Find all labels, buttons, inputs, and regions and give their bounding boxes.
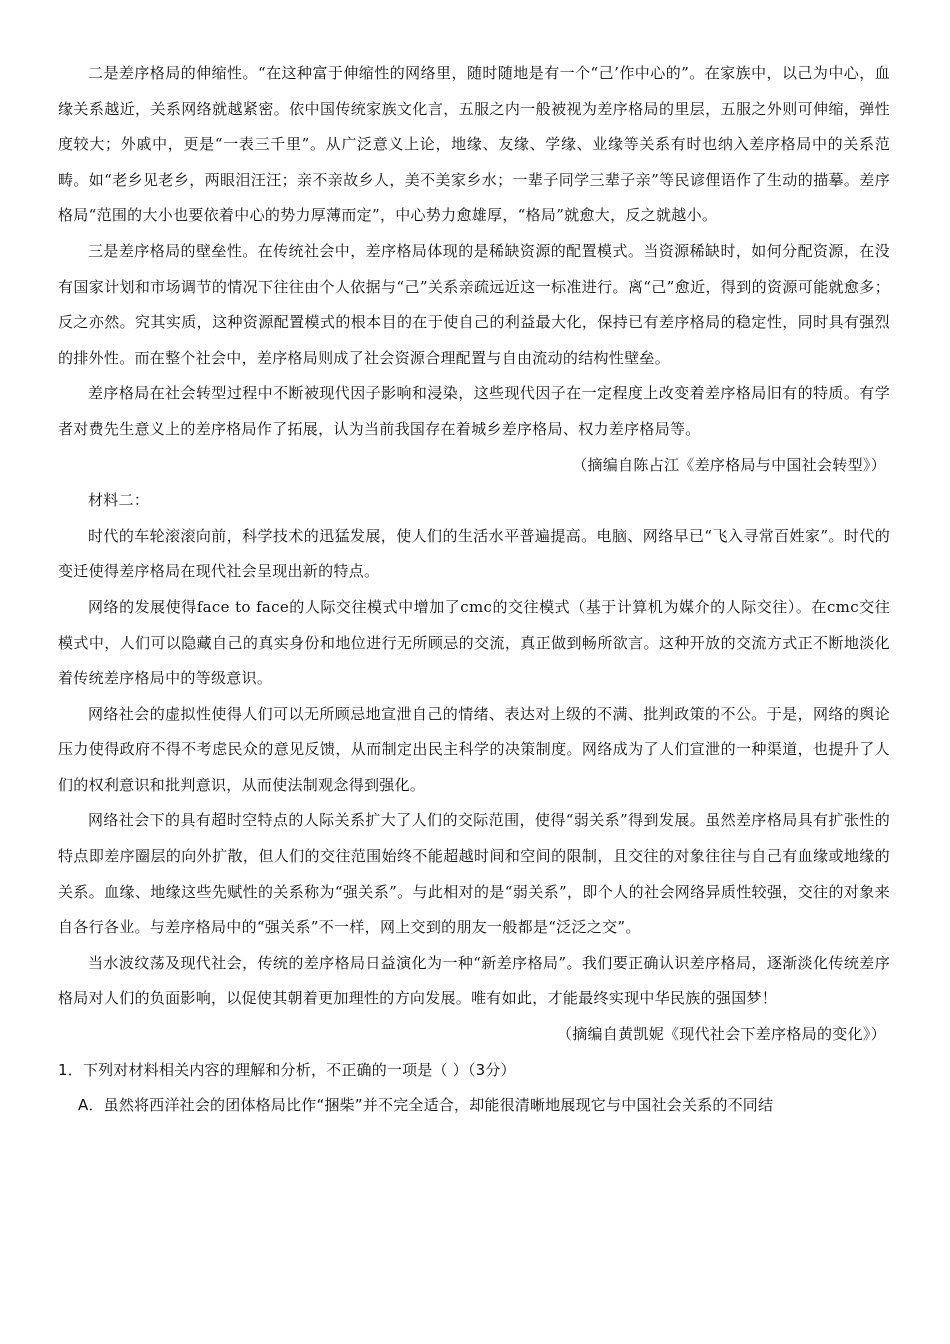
paragraph-new-pattern: 当水波纹荡及现代社会，传统的差序格局日益演化为一种“新差序格局”。我们要正确认识差序格局，逐渐淡化传统差序格局对人们的负面影响，以促使其朝着更加理性的方向发展。唯有如此，才能最终实现中华民族的强国梦！	[58, 953, 890, 1008]
question-stem: 1．下列对材料相关内容的理解和分析，不正确的一项是（ ）（3分）	[58, 1060, 516, 1079]
material-two-section	[58, 483, 890, 1053]
option-a: A．虽然将西洋社会的团体格局比作“捆柴”并不完全适合，却能很清晰地展现它与中国社会关系的不同结	[78, 1096, 774, 1115]
source-citation-two: （摘编自黄凯妮《现代社会下差序格局的变化》）	[556, 1025, 886, 1044]
paragraph-era: 时代的车轮滚滚向前，科学技术的迅猛发展，使人们的生活水平普遍提高。电脑、网络早已“飞入寻常百姓家”。时代的变迁使得差序格局在现代社会呈现出新的特点。	[58, 526, 890, 581]
paragraph-weak-ties: 网络社会下的具有超时空特点的人际关系扩大了人们的交际范围，使得“弱关系”得到发展。虽然差序格局具有扩张性的特点即差序圈层的向外扩散，但人们的交往范围始终不能超越时间和空间的限制，且交往的对象往往与自己有血缘或地缘的关系。血缘、地缘这些先赋性的关系称为“强关系”。与此相对的是“弱关系”，即个人的社会网络异质性较强，交往的对象来自各行各业。与差序格局中的“强关系”不一样，网上交到的朋友一般都是“泛泛之交”。	[58, 811, 890, 937]
material-two-heading: 材料二：	[88, 491, 150, 510]
material-one-section	[58, 56, 890, 483]
document-page	[58, 56, 890, 1124]
source-citation-one: （摘编自陈占江《差序格局与中国社会转型》）	[572, 455, 886, 474]
paragraph-barrier: 三是差序格局的壁垒性。在传统社会中，差序格局体现的是稀缺资源的配置模式。当资源稀缺时，如何分配资源，在没有国家计划和市场调节的情况下往往由个人依据与“己”关系亲疏远近这一标准进行。离“己”愈近，得到的资源可能就愈多；反之亦然。究其实质，这种资源配置模式的根本目的在于使自己的利益最大化，保持已有差序格局的稳定性，同时具有强烈的排外性。而在整个社会中，差序格局则成了社会资源合理配置与自由流动的结构性壁垒。	[58, 241, 890, 367]
paragraph-transformation: 差序格局在社会转型过程中不断被现代因子影响和浸染，这些现代因子在一定程度上改变着差序格局旧有的特质。有学者对费先生意义上的差序格局作了拓展，认为当前我国存在着城乡差序格局、权力差序格局等。	[58, 384, 890, 438]
paragraph-elasticity: 二是差序格局的伸缩性。“在这种富于伸缩性的网络里，随时随地是有一个“己’作中心的”。在家族中，以己为中心，血缘关系越近，关系网络就越紧密。依中国传统家族文化言，五服之内一般被视为差序格局的里层，五服之外则可伸缩，弹性度较大；外戚中，更是“一表三千里”。从广泛意义上论，地缘、友缘、学缘、业缘等关系有时也纳入差序格局中的关系范畴。如“老乡见老乡，两眼泪汪汪；亲不亲故乡人，美不美家乡水；一辈子同学三辈子亲”等民谚俚语作了生动的描摹。差序格局“范围的大小也要依着中心的势力厚薄而定”，中心势力愈雄厚，“格局”就愈大，反之就越小。	[58, 64, 890, 225]
paragraph-virtuality: 网络社会的虚拟性使得人们可以无所顾忌地宣泄自己的情绪、表达对上级的不满、批判政策的不公。于是，网络的舆论压力使得政府不得不考虑民众的意见反馈，从而制定出民主科学的决策制度。网络成为了人们宣泄的一种渠道，也提升了人们的权利意识和批判意识，从而使法制观念得到强化。	[58, 704, 890, 794]
paragraph-cmc: 网络的发展使得face to face的人际交往模式中增加了cmc的交往模式（基于计算机为媒介的人际交往）。在cmc交往模式中，人们可以隐藏自己的真实身份和地位进行无所顾忌的交流，真正做到畅所欲言。这种开放的交流方式正不断地淡化着传统差序格局中的等级意识。	[58, 597, 890, 688]
question-section	[58, 1053, 890, 1124]
